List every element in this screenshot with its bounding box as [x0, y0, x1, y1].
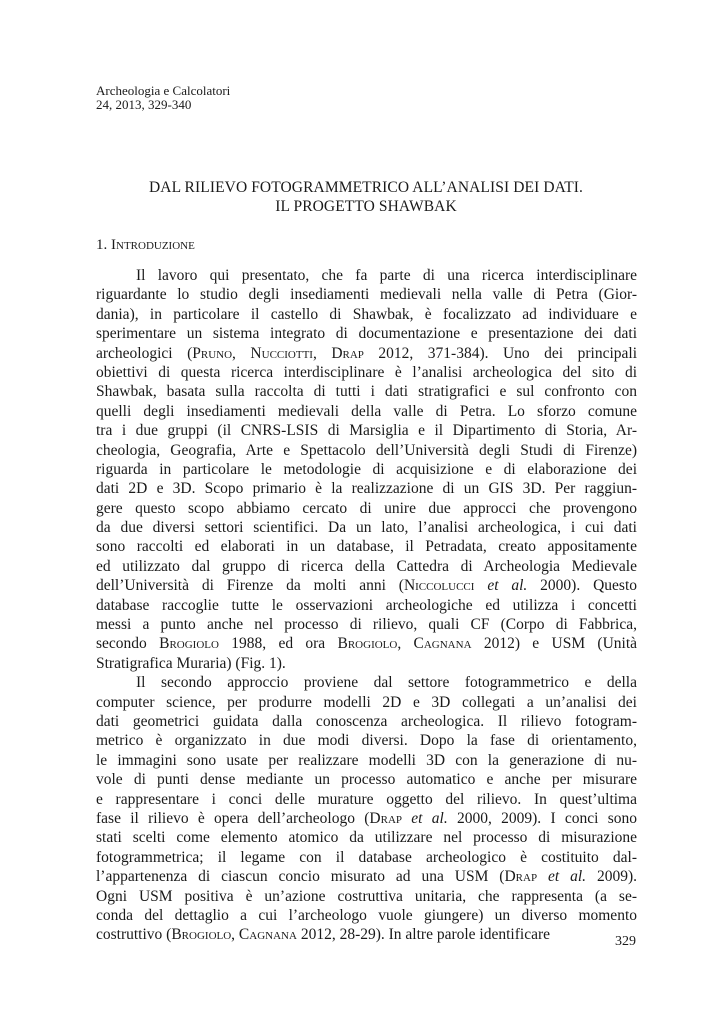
text-run: 2012, 371-384). Uno dei principali [363, 344, 637, 362]
text-line [96, 421, 637, 440]
text-line [96, 285, 637, 304]
text-run: 2012, 28-29). In altre parole identificare [296, 926, 551, 944]
text-run: e rappresentare i conci delle murature oggetto del rilievo. In quest’ultima [96, 790, 637, 808]
text-run: dell’Università di Firenze da molti anni ( [96, 577, 404, 595]
text-run: archeologici ( [96, 344, 193, 362]
text-run: secondo [96, 635, 160, 653]
text-run [402, 810, 411, 827]
italic-text: et al. [548, 868, 587, 886]
text-run: 2012) e USM (Unità [471, 635, 637, 653]
text-run: 2000). Questo [527, 577, 637, 595]
text-line [96, 731, 637, 750]
text-line [96, 266, 637, 285]
text-run: computer science, per produrre modelli 2D e 3D collegati a un’analisi dei [96, 693, 637, 711]
text-run: cheologia, Geografia, Arte e Spettacolo dell’Università degli Studi di Firenze) [96, 441, 637, 459]
text-run: 2009). [586, 868, 637, 886]
text-run: Stratigrafica Muraria) (Fig. 1). [96, 654, 286, 672]
text-line [96, 382, 637, 401]
text-run: dati 2D e 3D. Scopo primario è la realizzazione di un GIS 3D. Per raggiun- [96, 480, 637, 498]
text-line [96, 615, 637, 634]
text-run: stati scelti come elemento atomico da utilizzare nel processo di misurazione [96, 829, 637, 847]
text-run: riguardante lo studio degli insediamenti medievali nella valle di Petra (Gior- [96, 286, 637, 304]
citation-author: Drap [369, 809, 403, 827]
text-line [96, 887, 637, 906]
text-run: sono raccolti ed elaborati in un database, il Petradata, creato appositamente [96, 538, 637, 556]
text-line [96, 441, 637, 460]
text-line [96, 925, 637, 944]
text-run: costruttivo ( [96, 926, 172, 944]
text-run [474, 577, 487, 594]
text-run: gere questo scopo abbiamo cercato di unire due approcci che provengono [96, 499, 637, 517]
text-run: fase il rilievo è opera dell’archeologo ( [96, 809, 370, 827]
page-number: 329 [615, 934, 636, 949]
text-run: tra i due gruppi (il CNRS-LSIS di Marsiglia e il Dipartimento di Storia, Ar- [96, 422, 637, 440]
body-text [96, 266, 637, 945]
text-line [96, 751, 637, 770]
text-run: Ogni USM positiva è un’azione costruttiva unitaria, che rappresenta (a se- [96, 887, 637, 905]
text-run: quelli degli insediamenti medievali della valle di Petra. Lo sforzo comune [96, 402, 637, 420]
text-line [96, 499, 637, 518]
text-run: messi a punto anche nel processo di rilievo, quali CF (Corpo di Fabbrica, [96, 616, 637, 634]
paragraph [96, 673, 637, 944]
text-line [96, 693, 637, 712]
text-line [96, 867, 637, 886]
text-line [96, 654, 637, 673]
text-run: Shawbak, basata sulla raccolta di tutti i dati stratigrafici e sul confronto con [96, 383, 637, 401]
text-line [96, 634, 637, 653]
text-line [96, 537, 637, 556]
text-line [96, 460, 637, 479]
text-line [96, 848, 637, 867]
text-line [96, 576, 637, 595]
text-line [96, 906, 637, 925]
journal-issue: 24, 2013, 329-340 [96, 97, 192, 112]
text-line [96, 344, 637, 363]
text-run: obiettivi di questa ricerca interdisciplinare è l’analisi archeologica del sito di [96, 363, 637, 381]
text-run: database raccoglie tutte le osservazioni archeologiche ed utilizza i concetti [96, 596, 637, 614]
text-line [96, 712, 637, 731]
italic-text: et al. [411, 809, 448, 827]
citation-author: Brogiolo, Cagnana [171, 926, 297, 944]
citation-author: Pruno, Nucciotti, Drap [192, 344, 364, 362]
text-run: 2000, 2009). I conci sono [447, 809, 637, 827]
text-line [96, 828, 637, 847]
citation-author: Brogiolo, Cagnana [337, 635, 472, 653]
journal-citation [96, 84, 230, 112]
text-line [96, 363, 637, 382]
journal-name: Archeologia e Calcolatori [96, 83, 231, 98]
text-line [96, 809, 637, 828]
text-line [96, 770, 637, 789]
citation-author: Brogiolo [159, 635, 219, 653]
text-run: vole di punti dense mediante un processo automatico e anche per misurare [96, 771, 637, 789]
text-run: conda del dettaglio a cui l’archeologo vuole giungere) un diverso momento [96, 906, 637, 924]
text-run: l’appartenenza di ciascun concio misurato ad una USM ( [96, 868, 505, 886]
text-run: Il lavoro qui presentato, che fa parte di una ricerca interdisciplinare [136, 267, 637, 284]
text-run: 1988, ed ora [218, 635, 338, 653]
article-title-line-1: DAL RILIEVO FOTOGRAMMETRICO ALL’ANALISI DEI DATI. [149, 179, 583, 196]
text-run: metrico è organizzato in due modi diversi. Dopo la fase di orientamento, [96, 732, 637, 750]
text-run: ed utilizzato dal gruppo di ricerca della Cattedra di Archeologia Medievale [96, 557, 637, 575]
text-line [96, 596, 637, 615]
text-run: le immagini sono usate per realizzare modelli 3D con la generazione di nu- [96, 751, 637, 769]
text-line [96, 790, 637, 809]
article-title-line-2: IL PROGETTO SHAWBAK [275, 198, 457, 215]
text-line [96, 402, 637, 421]
text-line [96, 324, 637, 343]
text-line [96, 479, 637, 498]
text-line [96, 673, 637, 692]
section-heading: 1. Introduzione [96, 237, 195, 253]
text-run: dati geometrici guidata dalla conoscenza archeologica. Il rilievo fotogram- [96, 712, 637, 730]
citation-author: Niccolucci [403, 577, 475, 595]
text-run: da due diversi settori scientifici. Da un lato, l’analisi archeologica, i cui dati [96, 519, 637, 537]
text-line [96, 557, 637, 576]
italic-text: et al. [487, 577, 528, 595]
paragraph [96, 266, 637, 673]
text-line [96, 305, 637, 324]
text-run: Il secondo approccio proviene dal settore fotogrammetrico e della [136, 674, 637, 692]
text-run: fotogrammetrica; il legame con il database archeologico è costituito dal- [96, 848, 637, 866]
text-run: riguarda in particolare le metodologie di acquisizione e di elaborazione dei [96, 460, 637, 478]
text-run: sperimentare un sistema integrato di documentazione e presentazione dei dati [96, 325, 637, 343]
text-run [537, 868, 548, 885]
citation-author: Drap [504, 868, 538, 886]
text-line [96, 518, 637, 537]
article-title [96, 178, 636, 216]
text-run: dania), in particolare il castello di Shawbak, è focalizzato ad individuare e [96, 305, 637, 323]
